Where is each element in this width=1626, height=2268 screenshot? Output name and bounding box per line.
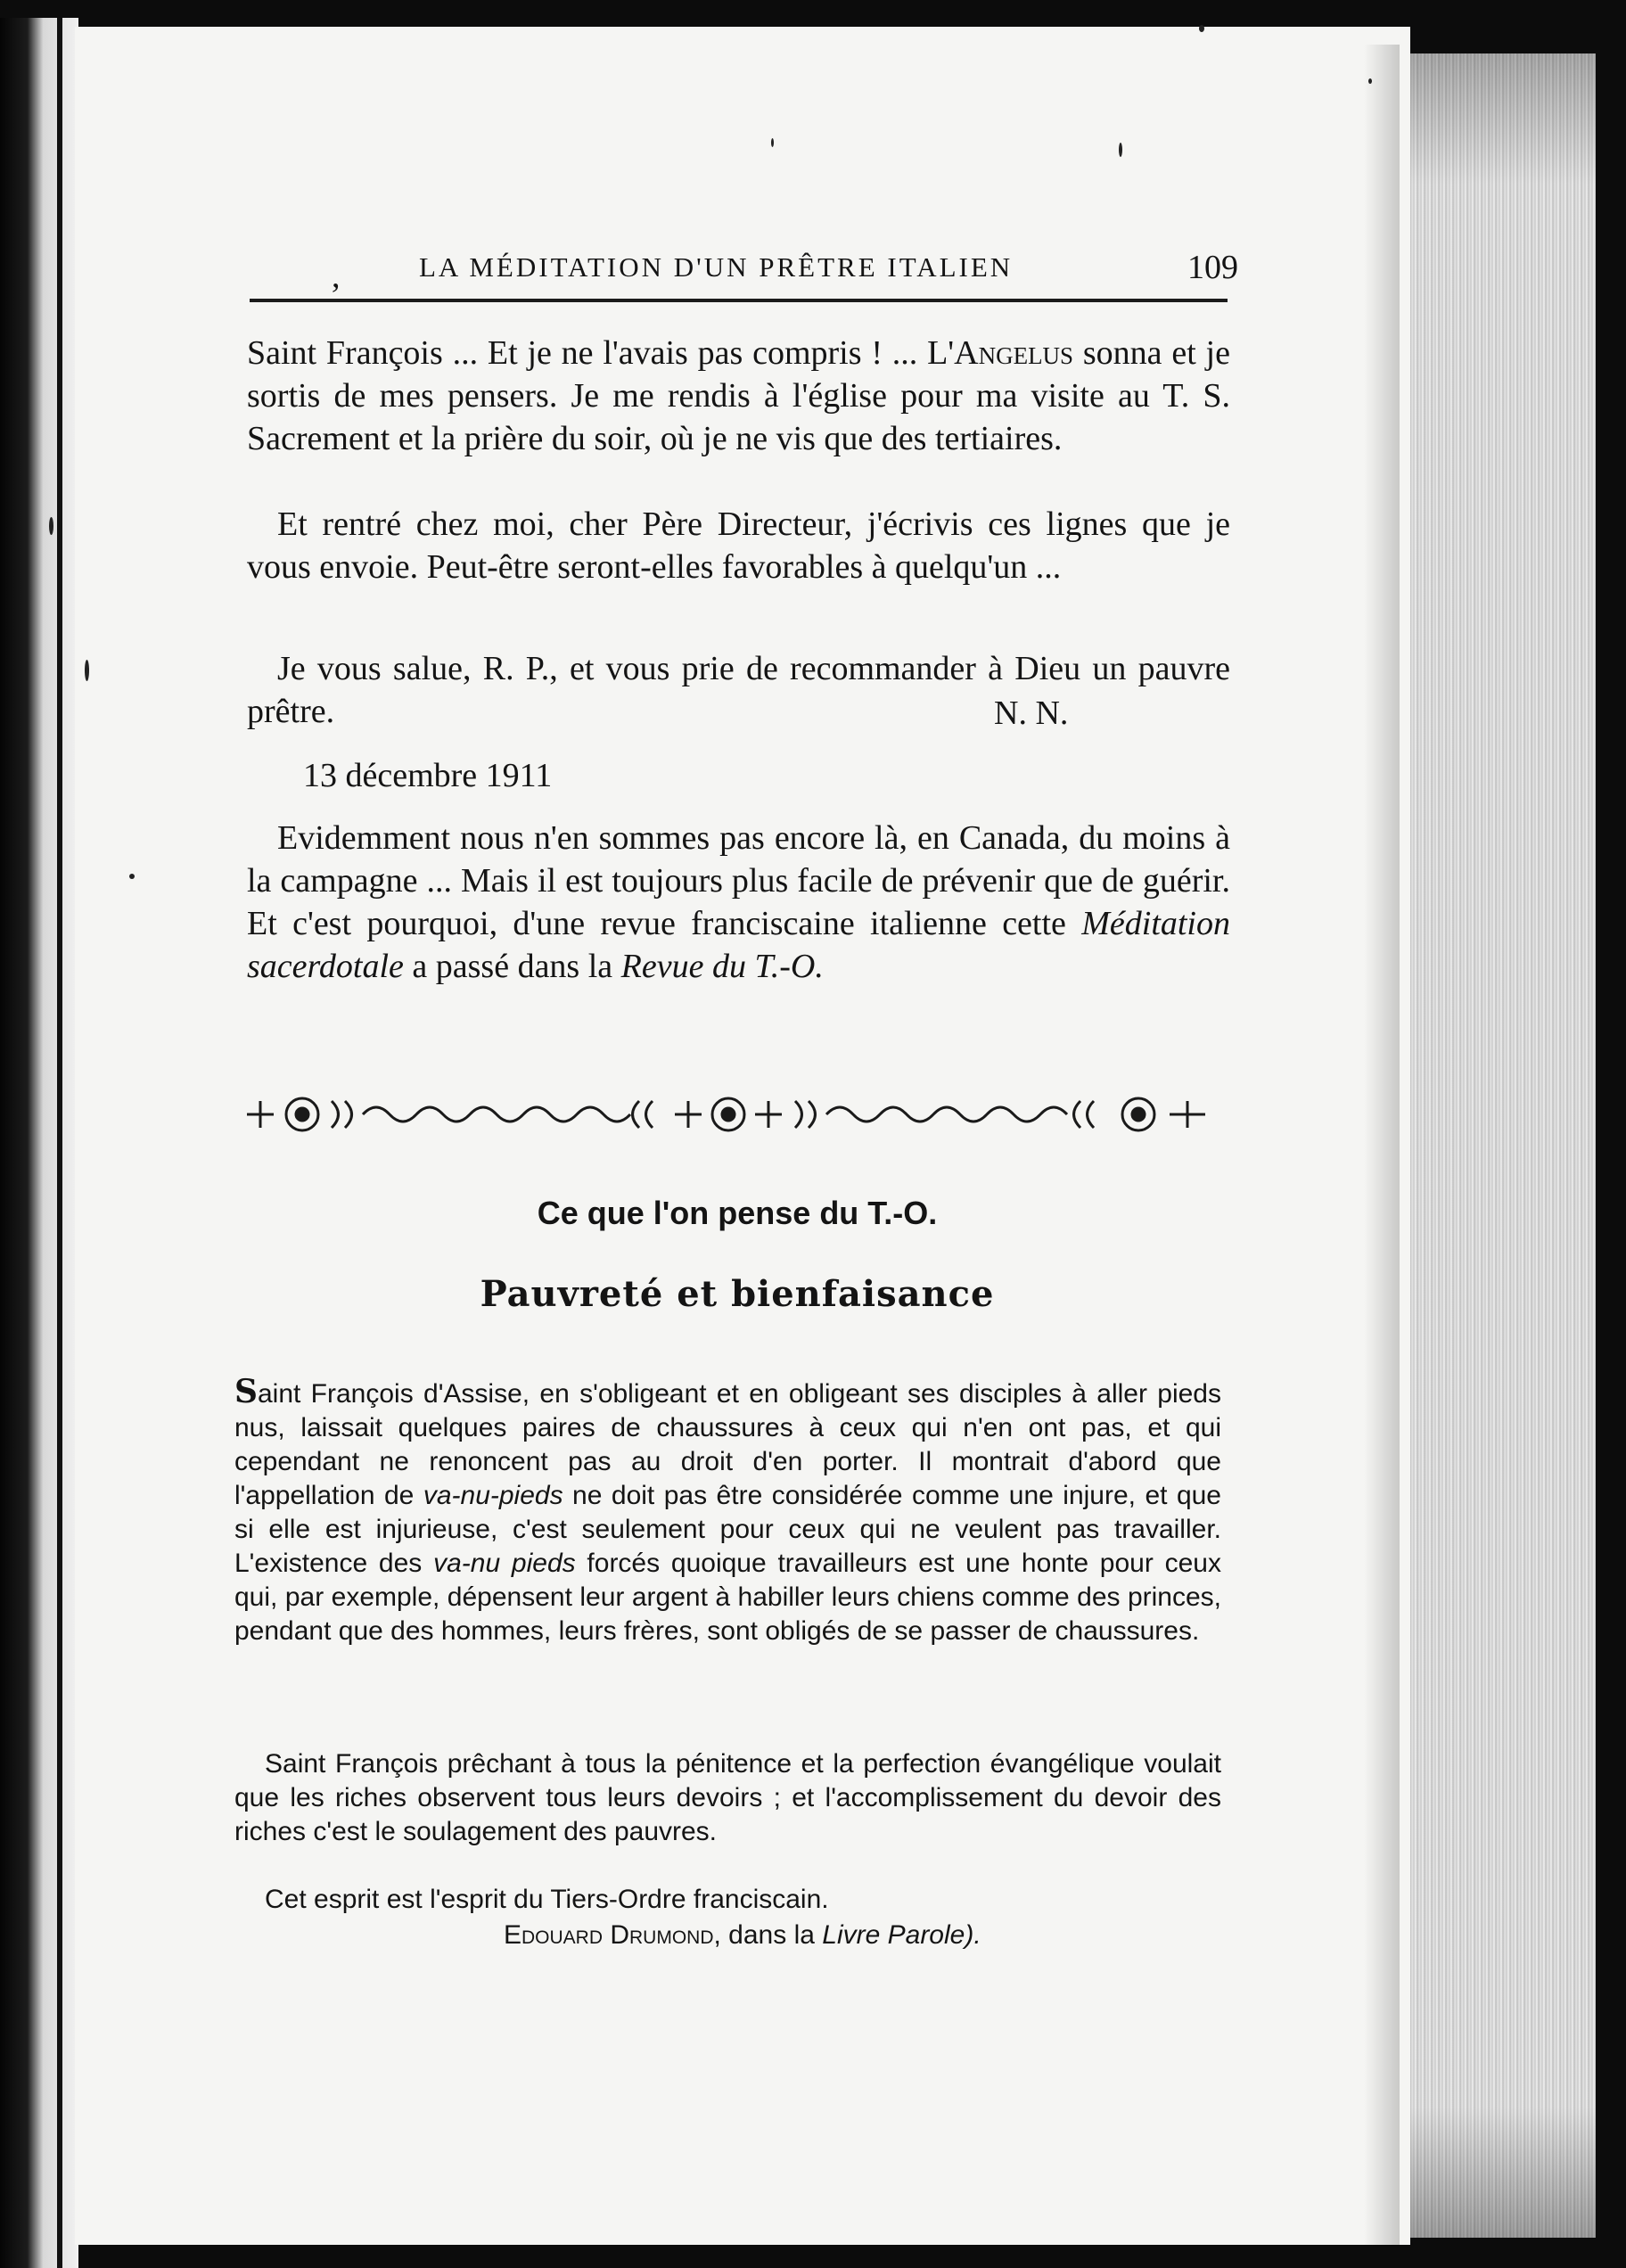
letter-p3-text: Je vous salue, R. P., et vous prie de recommander à Dieu un pauvre prêtre. bbox=[247, 650, 1230, 730]
article-attribution bbox=[504, 1919, 1217, 1952]
attribution-author: Edouard Drumond bbox=[504, 1920, 714, 1950]
running-head bbox=[250, 248, 1238, 295]
commentary-italic-revue: Revue du T.-O. bbox=[620, 948, 824, 985]
article-p2-text: Saint François prêchant à tous la pénitence et la perfection évangélique voulait que les riches observent tous leurs devoirs ; et l'accomplissement du devoir des riches c'est le soulagement des pauvres. bbox=[234, 1749, 1221, 1846]
article-p3-text: Cet esprit est l'esprit du Tiers-Ordre franciscain. bbox=[265, 1885, 829, 1914]
ornamental-divider bbox=[247, 1088, 1228, 1141]
page-shadow bbox=[1364, 45, 1400, 2247]
letter-paragraph-1 bbox=[247, 332, 1230, 460]
header-rule bbox=[250, 299, 1228, 302]
commentary-text-b: a passé dans la bbox=[403, 948, 621, 985]
letter-p1-text-a: Saint François ... Et je ne l'avais pas compris ! ... bbox=[247, 334, 928, 372]
page-number: 109 bbox=[1187, 249, 1238, 286]
running-head-mark: , bbox=[332, 258, 341, 295]
letter-date: 13 décembre 1911 bbox=[303, 757, 553, 794]
attribution-text: , dans la bbox=[713, 1920, 823, 1950]
article-dropcap: S bbox=[234, 1373, 258, 1410]
article-p1-text-b: ne doit pas être considérée comme une injure, et que si elle est injurieuse, c'est seulement pour ceux qui ne veulent pas travailler. L'existence des bbox=[234, 1481, 1221, 1578]
section-heading: Ce que l'on pense du T.-O. bbox=[537, 1195, 938, 1231]
running-head-title: LA MÉDITATION D'UN PRÊTRE ITALIEN bbox=[419, 251, 1014, 283]
article-italic-va-nu-pieds-2: va-nu pieds bbox=[433, 1549, 576, 1578]
letter-p2-text: Et rentré chez moi, cher Père Directeur, j'écrivis ces lignes que je vous envoie. Peut-être seront-elles favorables à quelqu'un ... bbox=[247, 505, 1230, 586]
angelus-word: L'Angelus bbox=[927, 334, 1074, 372]
book-fore-edge bbox=[1391, 53, 1596, 2238]
article-paragraph-3 bbox=[234, 1883, 1221, 1917]
article-title: Pauvreté et bienfaisance bbox=[480, 1273, 995, 1315]
article-paragraph-2 bbox=[234, 1747, 1221, 1849]
attribution-source: Livre Parole). bbox=[822, 1920, 981, 1950]
letter-paragraph-2 bbox=[247, 503, 1230, 588]
article-p1-text-a: aint François d'Assise, en s'obligeant et en obligeant ses disciples à aller pieds nus, laissait quelques paires de chaussures à ceux qui n'en ont pas, et qui cependant ne renoncent pas au droit d'en porter. Il montrait d'abord que l'appellation de bbox=[234, 1379, 1221, 1510]
letter-p1-text-b: sonna et je sortis de mes pensers. Je me rendis à l'église pour ma visite au T. S. Sacrement et la prière du soir, où je ne vis que des tertiaires. bbox=[247, 334, 1230, 457]
commentary-text-a: Evidemment nous n'en sommes pas encore là, en Canada, du moins à la campagne ... Mais il est toujours plus facile de prévenir que de guérir. Et c'est pourquoi, d'une revue franciscaine italienne cette bbox=[247, 819, 1230, 942]
letter-paragraph-3 bbox=[247, 647, 1230, 733]
commentary-italic-meditation: Méditation sacerdotale bbox=[247, 905, 1230, 985]
commentary-paragraph bbox=[247, 817, 1230, 988]
article-p1-text-c: forcés quoique travailleurs est une honte pour ceux qui, par exemple, dépensent leur argent à habiller leurs chiens comme des princes, pendant que des hommes, leurs frères, sont obligés de se passer de chaussures. bbox=[234, 1549, 1221, 1646]
letter-signature: N. N. bbox=[994, 694, 1069, 732]
previous-page-edge bbox=[0, 18, 78, 2268]
article-paragraph-1 bbox=[234, 1375, 1221, 1648]
article-italic-va-nu-pieds: va-nu-pieds bbox=[423, 1481, 563, 1510]
